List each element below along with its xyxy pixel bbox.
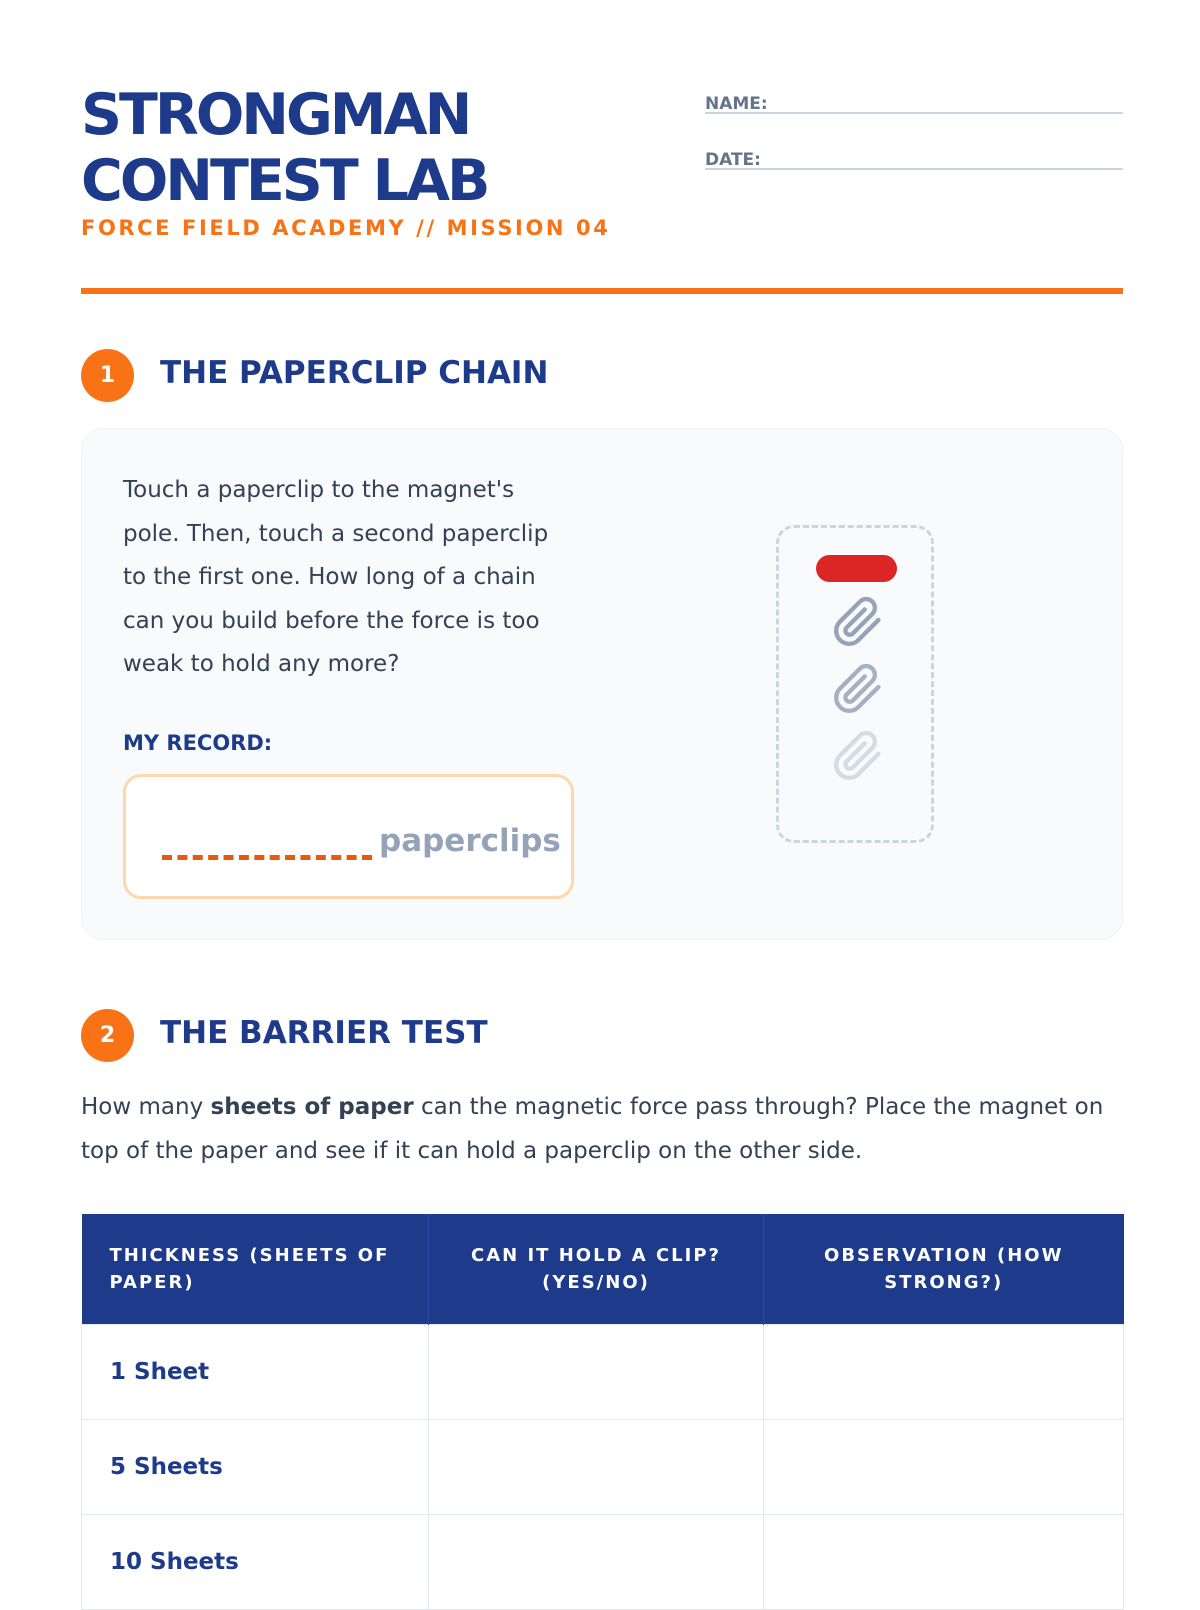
paperclip-icon — [832, 663, 884, 715]
table-row — [82, 1514, 1124, 1609]
table-row — [82, 1419, 1124, 1514]
paperclip-chain-card — [81, 428, 1123, 940]
section-2-title: THE BARRIER TEST — [160, 1015, 488, 1051]
hold-clip-cell[interactable] — [429, 1419, 764, 1514]
desc-pre: How many — [81, 1094, 211, 1120]
observation-cell[interactable] — [764, 1324, 1124, 1419]
table-row — [82, 1324, 1124, 1419]
hold-clip-cell[interactable] — [429, 1514, 764, 1609]
table-header-row — [82, 1214, 1124, 1324]
column-header: CAN IT HOLD A CLIP? (YES/NO) — [429, 1214, 764, 1324]
section-1-title: THE PAPERCLIP CHAIN — [160, 355, 549, 391]
section-1-badge: 1 — [81, 349, 134, 402]
column-header: OBSERVATION (HOW STRONG?) — [764, 1214, 1124, 1324]
section-2-description — [81, 1086, 1123, 1173]
name-field[interactable] — [705, 90, 1123, 114]
paperclip-icon — [832, 596, 884, 648]
magnet-bar-icon — [816, 555, 897, 582]
page-subtitle: FORCE FIELD ACADEMY // MISSION 04 — [81, 216, 611, 240]
record-input-box[interactable] — [123, 774, 574, 899]
record-blank-line[interactable] — [162, 855, 372, 860]
thickness-cell: 10 Sheets — [82, 1514, 429, 1609]
header-divider — [81, 288, 1123, 294]
date-label: DATE: — [705, 150, 761, 170]
date-field[interactable] — [705, 146, 1123, 170]
observation-cell[interactable] — [764, 1419, 1124, 1514]
section-2-badge: 2 — [81, 1009, 134, 1062]
name-label: NAME: — [705, 94, 768, 114]
hold-clip-cell[interactable] — [429, 1324, 764, 1419]
thickness-cell: 5 Sheets — [82, 1419, 429, 1514]
thickness-cell: 1 Sheet — [82, 1324, 429, 1419]
record-units: paperclips — [379, 823, 561, 859]
observation-cell[interactable] — [764, 1514, 1124, 1609]
section-1-instructions: Touch a paperclip to the magnet's pole. Then, touch a second paperclip to the first one. How long of a chain can you build before the force is too weak to hold any more? — [123, 477, 549, 677]
desc-bold: sheets of paper — [210, 1094, 414, 1120]
paperclip-chain-illustration — [776, 525, 934, 843]
desc-post: can the magnetic force pass through? Place the magnet on top of the paper and see if it can hold a paperclip on the other side. — [81, 1094, 1104, 1164]
title-line-2: CONTEST LAB — [81, 148, 488, 214]
barrier-test-table — [81, 1214, 1124, 1610]
record-label: MY RECORD: — [123, 731, 273, 755]
title-line-1: STRONGMAN — [81, 82, 470, 148]
paperclip-icon — [832, 730, 884, 782]
page-title — [81, 82, 641, 214]
column-header: THICKNESS (SHEETS OF PAPER) — [82, 1214, 429, 1324]
